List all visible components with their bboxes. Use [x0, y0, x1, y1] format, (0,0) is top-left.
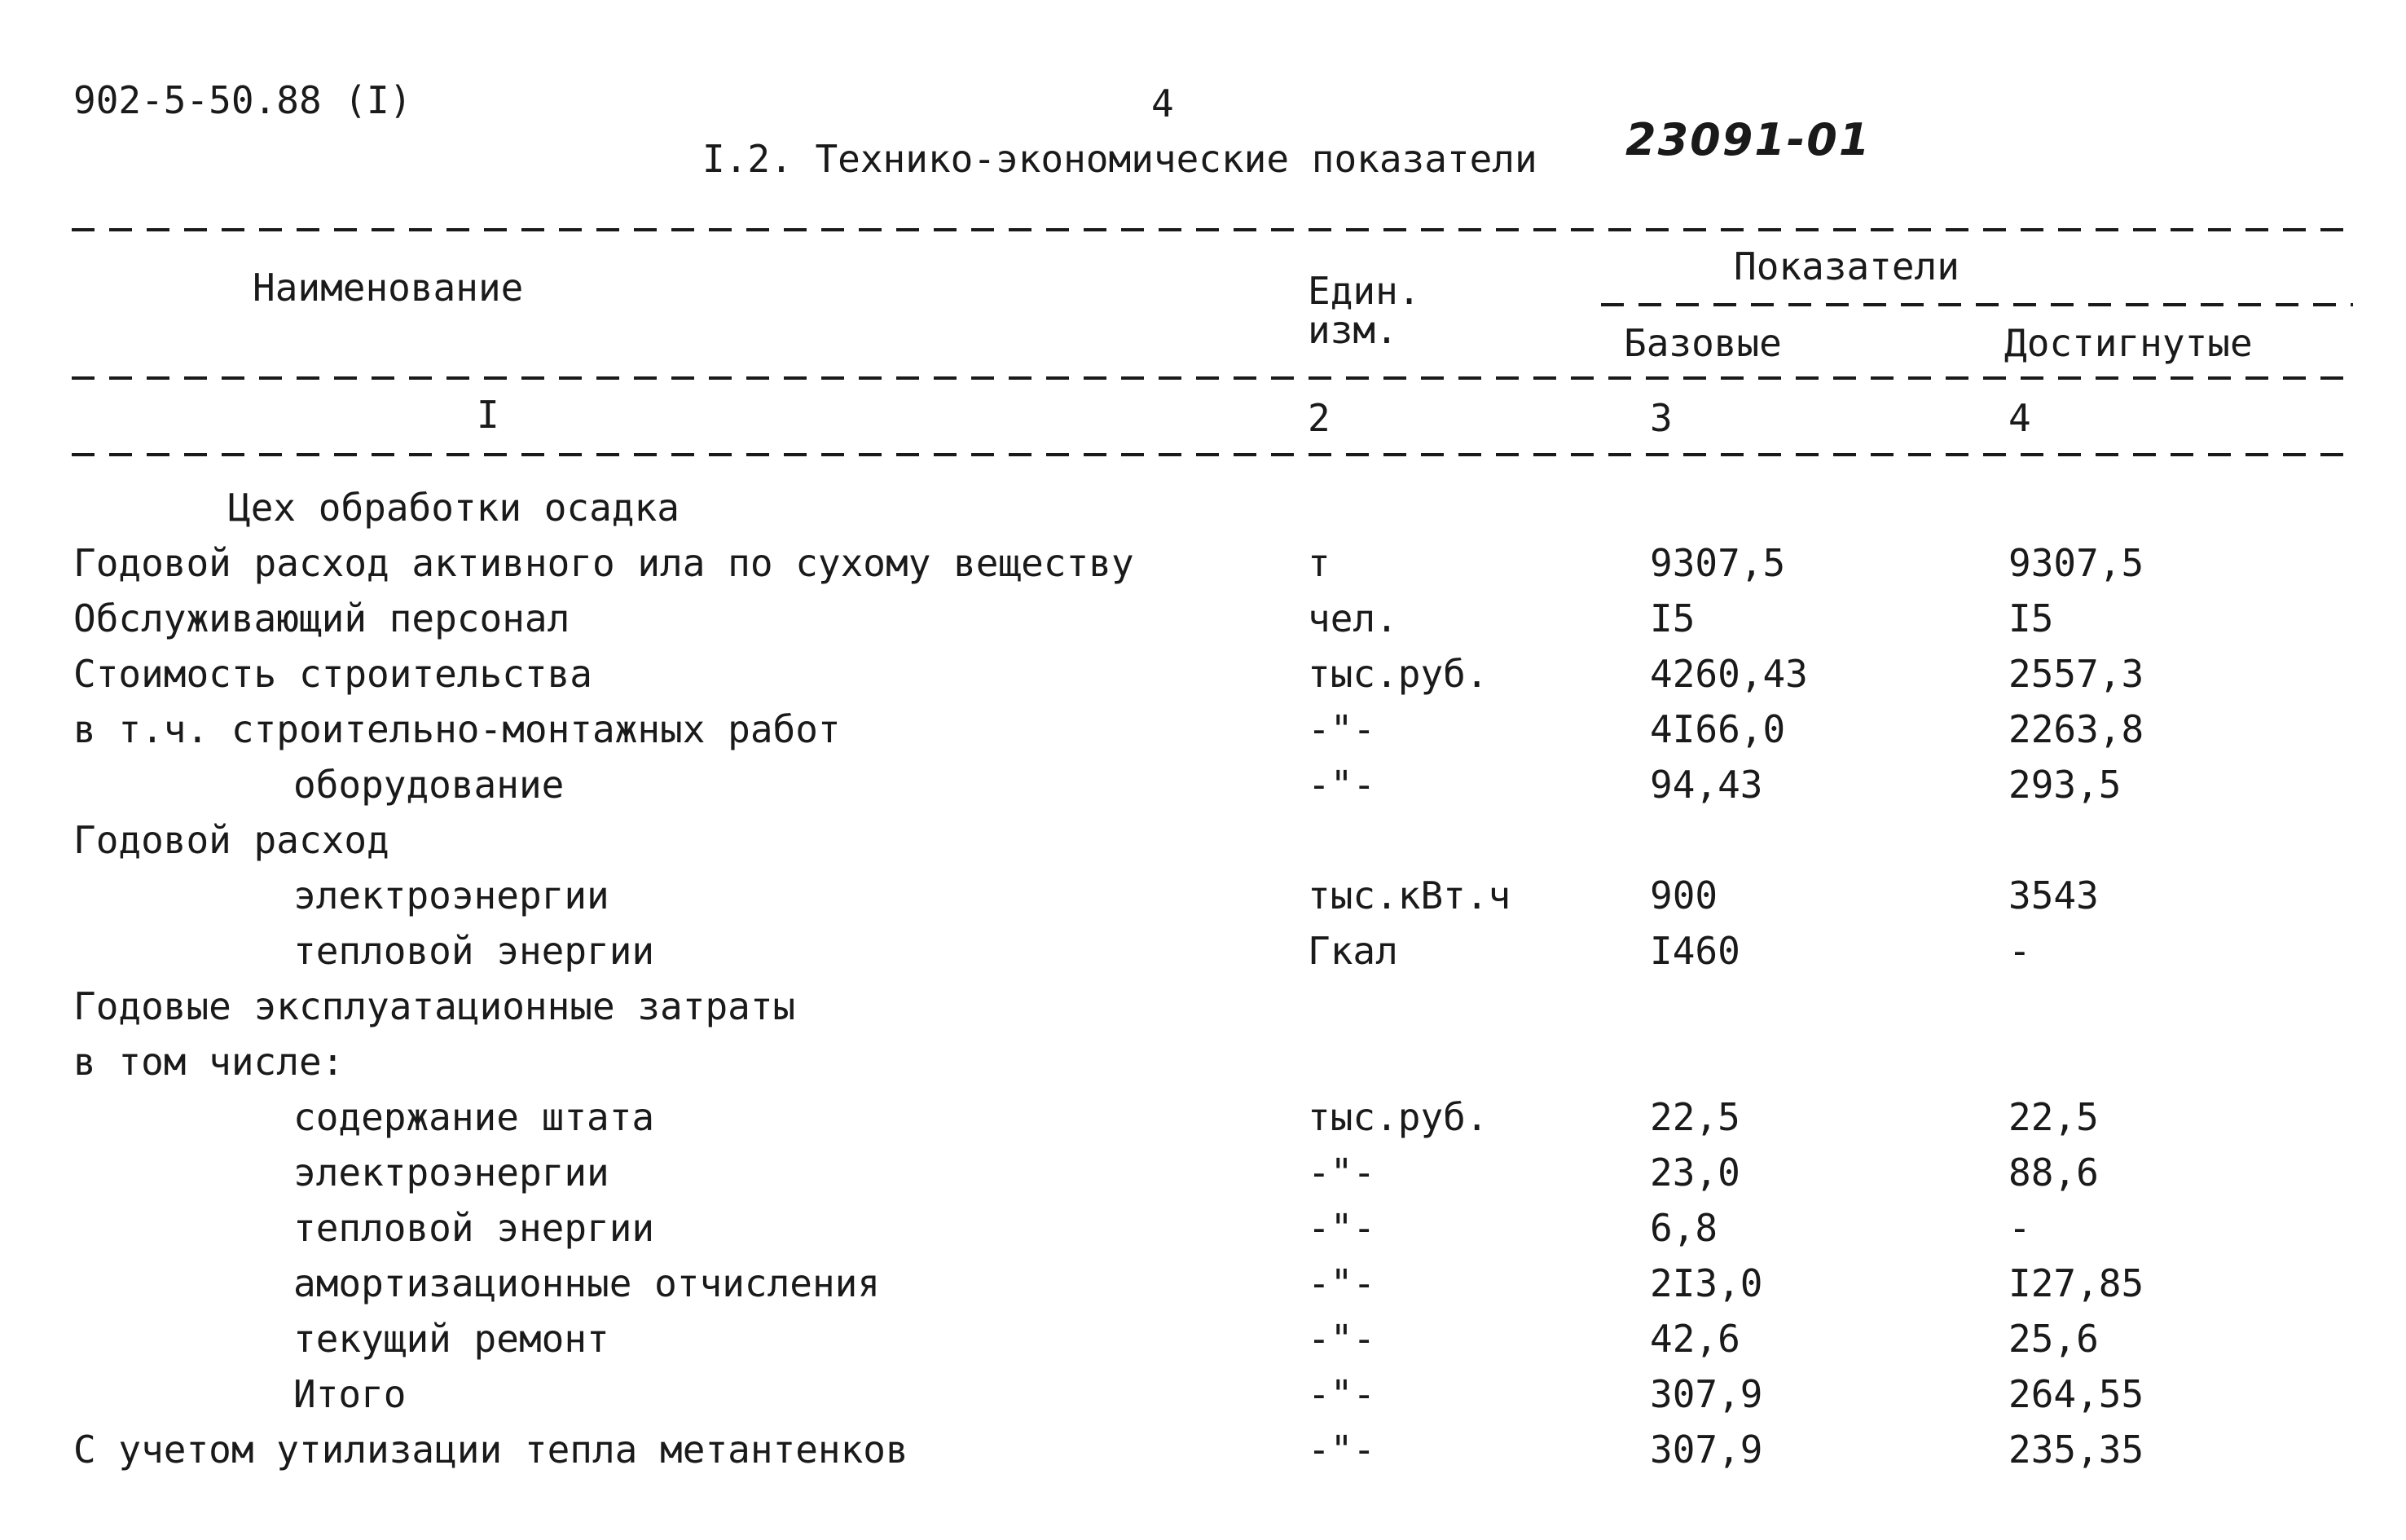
- table-row: [0, 763, 2406, 815]
- row-achieved-value: 235,35: [2008, 1428, 2144, 1472]
- row-unit: тыс.кВт.ч: [1308, 873, 1511, 917]
- table-row: [0, 1095, 2406, 1147]
- table-row: [0, 1372, 2406, 1424]
- row-name: С учетом утилизации тепла метантенков: [73, 1428, 908, 1472]
- row-unit: -"-: [1308, 1317, 1376, 1361]
- row-name: Обслуживающий персонал: [73, 596, 570, 640]
- row-unit: -"-: [1308, 1206, 1376, 1250]
- row-name: текущий ремонт: [293, 1317, 609, 1361]
- row-unit: -"-: [1308, 763, 1376, 807]
- row-unit: -"-: [1308, 1151, 1376, 1195]
- row-base-value: I5: [1650, 596, 1696, 640]
- row-name: тепловой энергии: [293, 929, 655, 973]
- row-base-value: 6,8: [1650, 1206, 1718, 1250]
- row-name: содержание штата: [293, 1095, 655, 1139]
- row-base-value: 4I66,0: [1650, 707, 1786, 751]
- table-row: [0, 541, 2406, 593]
- table-top-rule: [72, 228, 2353, 231]
- row-achieved-value: 22,5: [2008, 1095, 2099, 1139]
- table-row: [0, 486, 2406, 538]
- handwritten-stamp-number: 23091-01: [1625, 114, 1872, 165]
- row-name: электроэнергии: [293, 873, 609, 917]
- table-row: [0, 596, 2406, 649]
- row-base-value: 307,9: [1650, 1428, 1763, 1472]
- row-base-value: 4260,43: [1650, 652, 1808, 696]
- table-row: [0, 818, 2406, 870]
- column-number-1: I: [477, 393, 499, 437]
- column-numbers-rule: [72, 453, 2353, 456]
- row-unit: -"-: [1308, 1372, 1376, 1416]
- column-header-base: Базовые: [1624, 321, 1782, 365]
- row-achieved-value: 293,5: [2008, 763, 2122, 807]
- row-achieved-value: 2557,3: [2008, 652, 2144, 696]
- row-base-value: 9307,5: [1650, 541, 1786, 585]
- table-row: [0, 652, 2406, 704]
- column-number-3: 3: [1650, 396, 1673, 440]
- table-row: [0, 873, 2406, 926]
- row-achieved-value: 264,55: [2008, 1372, 2144, 1416]
- row-achieved-value: 9307,5: [2008, 541, 2144, 585]
- table-row: [0, 1317, 2406, 1369]
- table-row: [0, 1261, 2406, 1313]
- row-achieved-value: I5: [2008, 596, 2054, 640]
- column-header-indicators: Показатели: [1734, 244, 1960, 288]
- column-header-name: Наименование: [253, 266, 524, 310]
- row-unit: тыс.руб.: [1308, 652, 1489, 696]
- row-unit: -"-: [1308, 707, 1376, 751]
- row-achieved-value: I27,85: [2008, 1261, 2144, 1305]
- row-unit: Гкал: [1308, 929, 1398, 973]
- row-achieved-value: 88,6: [2008, 1151, 2099, 1195]
- row-name: тепловой энергии: [293, 1206, 655, 1250]
- column-header-unit-line2: изм.: [1308, 308, 1398, 352]
- row-base-value: 2I3,0: [1650, 1261, 1763, 1305]
- table-row: [0, 707, 2406, 759]
- row-base-value: 307,9: [1650, 1372, 1763, 1416]
- row-unit: т: [1308, 541, 1331, 585]
- column-number-4: 4: [2008, 396, 2031, 440]
- row-achieved-value: 3543: [2008, 873, 2099, 917]
- table-row: [0, 984, 2406, 1036]
- row-name: Цех обработки осадка: [228, 486, 680, 530]
- row-achieved-value: 2263,8: [2008, 707, 2144, 751]
- row-base-value: 23,0: [1650, 1151, 1740, 1195]
- page-number: 4: [1151, 81, 1174, 125]
- row-unit: тыс.руб.: [1308, 1095, 1489, 1139]
- row-name: Годовой расход активного ила по сухому веществу: [73, 541, 1134, 585]
- table-row: [0, 1428, 2406, 1480]
- row-unit: -"-: [1308, 1428, 1376, 1472]
- row-name: Годовые эксплуатационные затраты: [73, 984, 796, 1028]
- row-name: Стоимость строительства: [73, 652, 592, 696]
- row-base-value: 42,6: [1650, 1317, 1740, 1361]
- row-unit: -"-: [1308, 1261, 1376, 1305]
- table-row: [0, 929, 2406, 981]
- row-name: оборудование: [293, 763, 565, 807]
- row-base-value: I460: [1650, 929, 1740, 973]
- row-achieved-value: -: [2008, 929, 2031, 973]
- row-name: в т.ч. строительно-монтажных работ: [73, 707, 841, 751]
- header-bottom-rule: [72, 376, 2353, 380]
- column-header-unit-line1: Един.: [1308, 269, 1421, 313]
- section-title: I.2. Технико-экономические показатели: [702, 137, 1537, 181]
- indicators-rule: [1601, 303, 2353, 306]
- column-header-achieved: Достигнутые: [2004, 321, 2253, 365]
- row-name: Итого: [293, 1372, 407, 1416]
- table-row: [0, 1040, 2406, 1092]
- table-row: [0, 1206, 2406, 1258]
- row-base-value: 900: [1650, 873, 1718, 917]
- document-code: 902-5-50.88 (I): [73, 78, 412, 122]
- row-achieved-value: 25,6: [2008, 1317, 2099, 1361]
- row-unit: чел.: [1308, 596, 1398, 640]
- table-row: [0, 1151, 2406, 1203]
- row-name: амортизационные отчисления: [293, 1261, 881, 1305]
- row-base-value: 94,43: [1650, 763, 1763, 807]
- row-base-value: 22,5: [1650, 1095, 1740, 1139]
- row-name: в том числе:: [73, 1040, 345, 1084]
- row-name: Годовой расход: [73, 818, 389, 862]
- column-number-2: 2: [1308, 396, 1331, 440]
- row-name: электроэнергии: [293, 1151, 609, 1195]
- row-achieved-value: -: [2008, 1206, 2031, 1250]
